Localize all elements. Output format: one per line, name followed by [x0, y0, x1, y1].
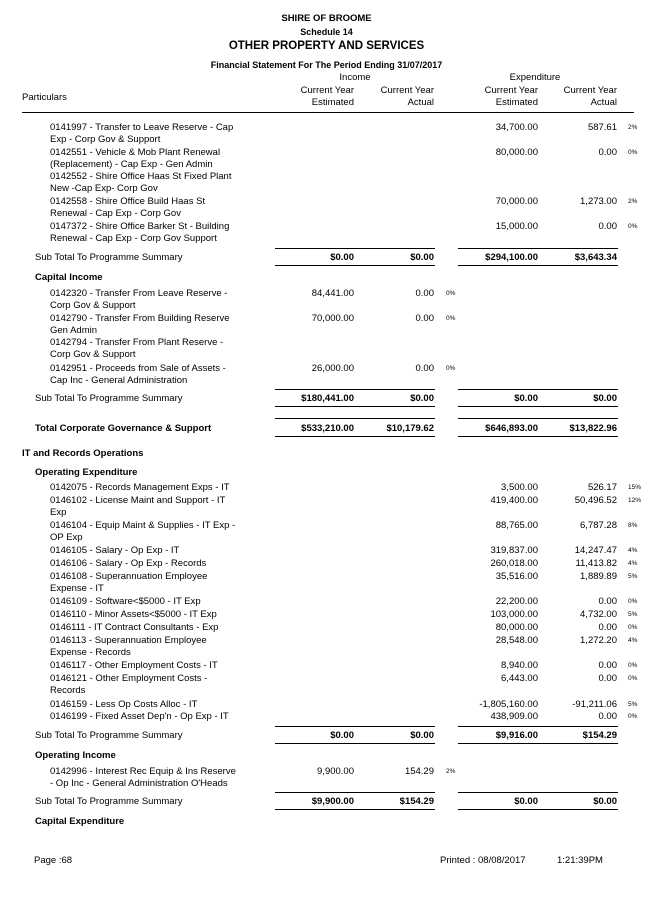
row-label: 0146111 - IT Contract Consultants - Exp	[50, 622, 219, 633]
income-actual-value: $10,179.62	[386, 423, 434, 434]
org-name: SHIRE OF BROOME	[281, 13, 372, 24]
row-label: 0146110 - Minor Assets<$5000 - IT Exp	[50, 609, 217, 620]
expenditure-actual-value: 0.00	[598, 622, 617, 633]
subsection-heading	[0, 467, 653, 480]
income-percent: 2%	[446, 768, 456, 775]
expenditure-actual-header-1: Current Year	[563, 85, 617, 96]
row-label: Exp	[50, 507, 67, 518]
row-label: Total Corporate Governance & Support	[35, 423, 212, 434]
header-divider	[22, 112, 634, 113]
income-estimated-value: 70,000.00	[311, 313, 354, 324]
expenditure-percent: 2%	[628, 198, 638, 205]
expenditure-actual-value: 0.00	[598, 660, 617, 671]
row-label: 0142790 - Transfer From Building Reserve	[50, 313, 230, 324]
expenditure-actual-value: -91,211.06	[572, 699, 617, 710]
expenditure-actual-value: $154.29	[582, 730, 617, 741]
expenditure-estimated-value: 22,200.00	[495, 596, 538, 607]
income-actual-value: 0.00	[415, 363, 434, 374]
income-estimated-header-2: Estimated	[311, 97, 354, 108]
subtotal-row	[0, 252, 653, 265]
row-label: 0146117 - Other Employment Costs - IT	[50, 660, 218, 671]
expenditure-header: Expenditure	[509, 72, 561, 83]
table-row	[0, 596, 653, 609]
income-estimated-value: $533,210.00	[301, 423, 354, 434]
table-row-cont	[0, 685, 653, 698]
expenditure-estimated-header-1: Current Year	[484, 85, 538, 96]
total-rule	[275, 436, 435, 437]
total-rule	[275, 792, 435, 793]
expenditure-actual-value: $0.00	[593, 796, 617, 807]
expenditure-estimated-value: 80,000.00	[495, 147, 538, 158]
expenditure-estimated-value: $9,916.00	[495, 730, 538, 741]
income-actual-value: 0.00	[415, 288, 434, 299]
expenditure-actual-value: $0.00	[593, 393, 617, 404]
expenditure-actual-value: 11,413.82	[575, 558, 617, 569]
expenditure-actual-value: 4,732.00	[580, 609, 617, 620]
section-heading	[0, 272, 653, 285]
report-title: OTHER PROPERTY AND SERVICES	[228, 40, 425, 52]
expenditure-estimated-value: $646,893.00	[485, 423, 538, 434]
income-estimated-value: $0.00	[330, 252, 354, 263]
income-actual-value: $0.00	[410, 730, 434, 741]
expenditure-estimated-value: 34,700.00	[495, 122, 538, 133]
expenditure-actual-value: 50,496.52	[574, 495, 617, 506]
expenditure-estimated-value: 260,018.00	[490, 558, 538, 569]
expenditure-percent: 4%	[628, 637, 638, 644]
particulars-header: Particulars	[22, 92, 67, 103]
expenditure-percent: 5%	[628, 573, 638, 580]
expenditure-percent: 0%	[628, 223, 638, 230]
total-rule	[275, 726, 435, 727]
expenditure-percent: 0%	[628, 149, 638, 156]
expenditure-estimated-value: 103,000.00	[490, 609, 538, 620]
table-row-cont	[0, 349, 653, 362]
income-actual-header-1: Current Year	[380, 85, 434, 96]
total-rule	[275, 265, 435, 266]
table-row-cont	[0, 233, 653, 246]
expenditure-percent: 2%	[628, 124, 638, 131]
expenditure-estimated-value: 8,940.00	[501, 660, 538, 671]
total-rule	[275, 406, 435, 407]
expenditure-actual-value: $3,643.34	[574, 252, 617, 263]
expenditure-actual-value: 1,272.20	[580, 635, 617, 646]
expenditure-estimated-header-2: Estimated	[495, 97, 538, 108]
total-rule	[458, 389, 618, 390]
schedule-label: Schedule 14	[300, 27, 353, 37]
printed-time: 1:21:39PM	[557, 855, 603, 866]
row-label: 0142551 - Vehicle & Mob Plant Renewal	[50, 147, 221, 158]
total-rule	[458, 248, 618, 249]
total-rule	[458, 265, 618, 266]
page-number: Page :68	[34, 855, 73, 866]
row-label: Records	[50, 685, 86, 696]
expenditure-percent: 0%	[628, 598, 638, 605]
expenditure-percent: 0%	[628, 662, 638, 669]
expenditure-estimated-value: $0.00	[514, 393, 538, 404]
row-label: Corp Gov & Support	[50, 349, 136, 360]
row-label: 0146102 - License Maint and Support - IT	[50, 495, 226, 506]
row-label: Sub Total To Programme Summary	[35, 252, 183, 263]
expenditure-percent: 0%	[628, 713, 638, 720]
expenditure-actual-value: $13,822.96	[569, 423, 617, 434]
subtotal-row	[0, 393, 653, 406]
income-percent: 0%	[446, 290, 456, 297]
total-rule	[458, 406, 618, 407]
row-label: 0142320 - Transfer From Leave Reserve -	[50, 288, 228, 299]
row-label: 0142951 - Proceeds from Sale of Assets -	[50, 363, 226, 374]
income-estimated-value: 9,900.00	[317, 766, 354, 777]
row-label: 0142794 - Transfer From Plant Reserve -	[50, 337, 224, 348]
row-label: 0146159 - Less Op Costs Alloc - IT	[50, 699, 198, 710]
table-row	[0, 558, 653, 571]
row-label: Capital Expenditure	[35, 816, 125, 827]
row-label: Corp Gov & Support	[50, 300, 136, 311]
expenditure-percent: 5%	[628, 611, 638, 618]
row-label: Operating Income	[35, 750, 116, 761]
expenditure-actual-value: 0.00	[598, 596, 617, 607]
expenditure-actual-value: 0.00	[598, 147, 617, 158]
table-row	[0, 545, 653, 558]
table-row	[0, 609, 653, 622]
income-actual-value: $0.00	[410, 393, 434, 404]
total-rule	[275, 418, 435, 419]
subtotal-row	[0, 796, 653, 809]
row-label: Expense - Records	[50, 647, 131, 658]
expenditure-estimated-value: 3,500.00	[501, 482, 538, 493]
expenditure-actual-value: 0.00	[598, 673, 617, 684]
expenditure-estimated-value: 70,000.00	[495, 196, 538, 207]
row-label: Sub Total To Programme Summary	[35, 393, 183, 404]
expenditure-percent: 0%	[628, 624, 638, 631]
expenditure-estimated-value: 419,400.00	[490, 495, 538, 506]
row-label: Cap Inc - General Administration	[50, 375, 188, 386]
table-row-cont	[0, 375, 653, 388]
expenditure-actual-value: 526.17	[587, 482, 617, 493]
row-label: 0146199 - Fixed Asset Dep'n - Op Exp - IT	[50, 711, 229, 722]
expenditure-estimated-value: 88,765.00	[495, 520, 538, 531]
income-estimated-value: $0.00	[330, 730, 354, 741]
expenditure-estimated-value: $294,100.00	[485, 252, 538, 263]
total-rule	[458, 809, 618, 810]
row-label: Gen Admin	[50, 325, 97, 336]
row-label: 0142552 - Shire Office Haas St Fixed Plant	[50, 171, 232, 182]
expenditure-actual-value: 6,787.28	[580, 520, 617, 531]
expenditure-percent: 12%	[628, 497, 642, 504]
income-actual-value: 0.00	[415, 313, 434, 324]
table-row-cont	[0, 647, 653, 660]
row-label: 0142558 - Shire Office Build Haas St	[50, 196, 206, 207]
section-heading	[0, 448, 653, 461]
total-rule	[275, 743, 435, 744]
expenditure-estimated-value: 80,000.00	[495, 622, 538, 633]
row-label: Sub Total To Programme Summary	[35, 730, 183, 741]
total-rule	[458, 792, 618, 793]
total-rule	[458, 418, 618, 419]
expenditure-actual-value: 14,247.47	[574, 545, 617, 556]
expenditure-actual-value: 1,273.00	[580, 196, 617, 207]
income-actual-value: $0.00	[410, 252, 434, 263]
expenditure-percent: 0%	[628, 675, 638, 682]
table-row-cont	[0, 208, 653, 221]
row-label: IT and Records Operations	[22, 448, 144, 459]
table-row	[0, 660, 653, 673]
period-label: Financial Statement For The Period Ending 31/07/2017	[210, 60, 443, 70]
row-label: 0146108 - Superannuation Employee	[50, 571, 208, 582]
expenditure-estimated-value: 28,548.00	[495, 635, 538, 646]
expenditure-estimated-value: -1,805,160.00	[479, 699, 538, 710]
income-actual-header-2: Actual	[407, 97, 434, 108]
table-row-cont	[0, 583, 653, 596]
row-label: 0146105 - Salary - Op Exp - IT	[50, 545, 180, 556]
expenditure-percent: 4%	[628, 547, 638, 554]
table-row	[0, 711, 653, 724]
row-label: - Op Inc - General Administration O'Heads	[50, 778, 228, 789]
income-percent: 0%	[446, 315, 456, 322]
expenditure-estimated-value: 15,000.00	[495, 221, 538, 232]
total-rule	[458, 726, 618, 727]
table-row	[0, 622, 653, 635]
expenditure-estimated-value: 438,909.00	[490, 711, 538, 722]
expenditure-percent: 5%	[628, 701, 638, 708]
total-rule	[275, 248, 435, 249]
subsection-heading	[0, 750, 653, 763]
expenditure-estimated-value: 319,837.00	[490, 545, 538, 556]
income-actual-value: 154.29	[404, 766, 434, 777]
table-row-cont	[0, 532, 653, 545]
table-row-cont	[0, 778, 653, 791]
row-label: 0142075 - Records Management Exps - IT	[50, 482, 230, 493]
row-label: New -Cap Exp- Corp Gov	[50, 183, 158, 194]
income-estimated-value: $9,900.00	[311, 796, 354, 807]
income-estimated-value: $180,441.00	[301, 393, 354, 404]
expenditure-estimated-value: 6,443.00	[501, 673, 538, 684]
total-rule	[275, 389, 435, 390]
row-label: 0146109 - Software<$5000 - IT Exp	[50, 596, 201, 607]
income-header: Income	[339, 72, 371, 83]
row-label: Exp - Corp Gov & Support	[50, 134, 161, 145]
expenditure-estimated-value: $0.00	[514, 796, 538, 807]
row-label: Operating Expenditure	[35, 467, 138, 478]
expenditure-percent: 15%	[628, 484, 642, 491]
row-label: 0141997 - Transfer to Leave Reserve - Cap	[50, 122, 234, 133]
income-estimated-header-1: Current Year	[300, 85, 354, 96]
expenditure-actual-value: 0.00	[598, 711, 617, 722]
expenditure-actual-value: 587.61	[587, 122, 617, 133]
row-label: (Replacement) - Cap Exp - Gen Admin	[50, 159, 213, 170]
total-rule	[458, 436, 618, 437]
row-label: Renewal - Cap Exp - Corp Gov Support	[50, 233, 217, 244]
total-rule	[458, 743, 618, 744]
table-row	[0, 482, 653, 495]
row-label: 0142996 - Interest Rec Equip & Ins Reserve	[50, 766, 236, 777]
expenditure-percent: 4%	[628, 560, 638, 567]
row-label: Renewal - Cap Exp - Corp Gov	[50, 208, 181, 219]
expenditure-percent: 8%	[628, 522, 638, 529]
printed-date: Printed : 08/08/2017	[440, 855, 526, 866]
total-row	[0, 423, 653, 436]
row-label: 0146104 - Equip Maint & Supplies - IT Exp -	[50, 520, 236, 531]
total-rule	[275, 809, 435, 810]
row-label: 0146106 - Salary - Op Exp - Records	[50, 558, 207, 569]
income-estimated-value: 26,000.00	[311, 363, 354, 374]
expenditure-actual-value: 1,889.89	[580, 571, 617, 582]
expenditure-actual-value: 0.00	[598, 221, 617, 232]
subtotal-row	[0, 730, 653, 743]
table-row-cont	[0, 300, 653, 313]
expenditure-estimated-value: 35,516.00	[495, 571, 538, 582]
row-label: Expense - IT	[50, 583, 104, 594]
income-estimated-value: 84,441.00	[311, 288, 354, 299]
row-label: 0146113 - Superannuation Employee	[50, 635, 207, 646]
income-actual-value: $154.29	[399, 796, 434, 807]
row-label: 0146121 - Other Employment Costs -	[50, 673, 208, 684]
row-label: Capital Income	[35, 272, 103, 283]
row-label: Sub Total To Programme Summary	[35, 796, 183, 807]
subsection-heading	[0, 816, 653, 829]
table-row-cont	[0, 507, 653, 520]
income-percent: 0%	[446, 365, 456, 372]
expenditure-actual-header-2: Actual	[590, 97, 617, 108]
table-row-cont	[0, 134, 653, 147]
table-row-cont	[0, 183, 653, 196]
row-label: 0147372 - Shire Office Barker St - Building	[50, 221, 230, 232]
row-label: OP Exp	[50, 532, 83, 543]
